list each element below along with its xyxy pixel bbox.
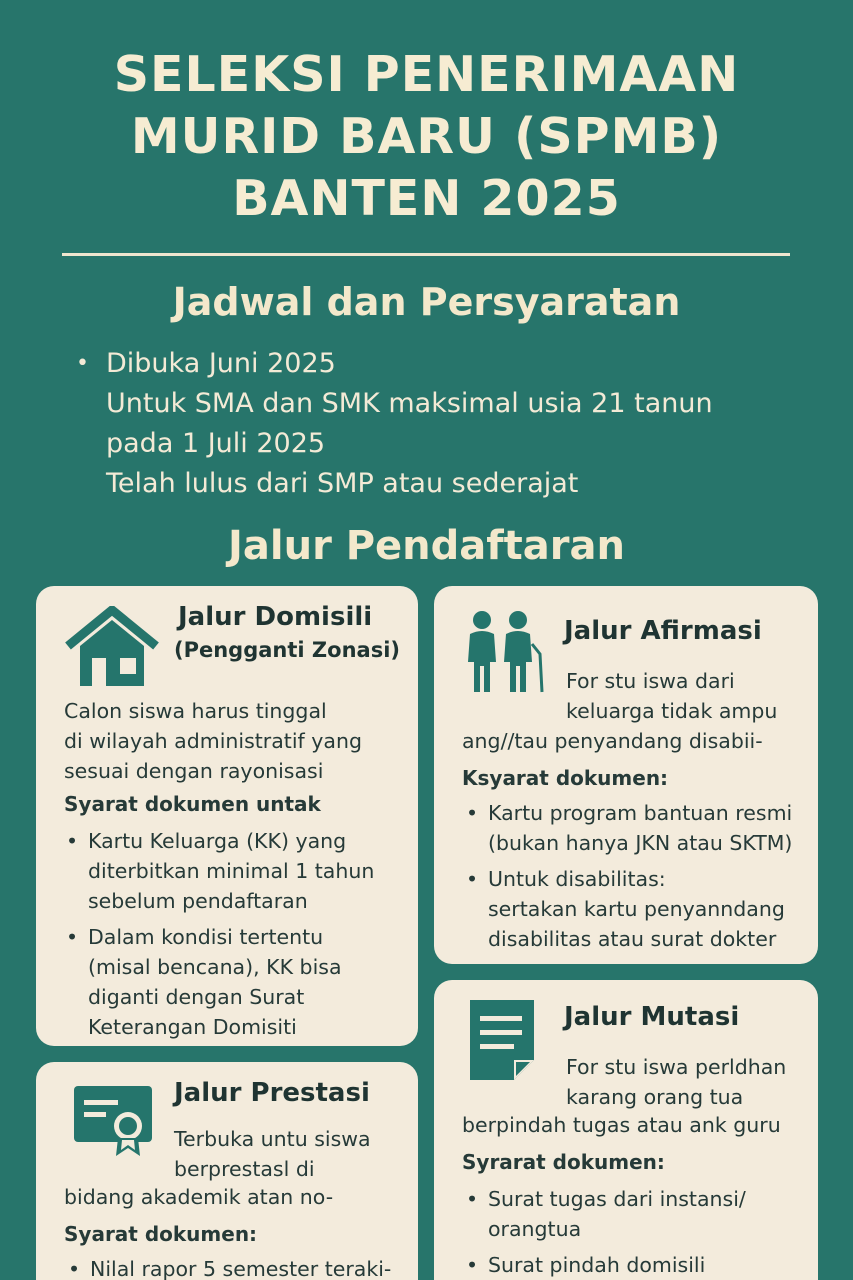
header-divider: [62, 253, 790, 256]
list-item: [64, 826, 374, 916]
docs-label: Syarat dokumen:: [64, 1222, 258, 1246]
schedule-heading: Jadwal dan Persyaratan: [172, 280, 681, 324]
card-afirmasi: [434, 586, 818, 964]
card-description: [566, 1052, 786, 1112]
docs-list: [464, 1184, 746, 1280]
requirement-line: pada 1 Juli 2025: [106, 428, 326, 459]
doc-line: orangtua: [488, 1217, 582, 1241]
doc-line: • Surat pindah domisili: [488, 1253, 706, 1277]
document-icon: [468, 998, 536, 1082]
title-line-3: BANTEN 2025: [232, 170, 621, 227]
list-item: [66, 1254, 391, 1280]
card-title: Jalur Afirmasi: [564, 616, 762, 646]
section-title: Jalur Pendaftaran: [228, 523, 625, 569]
desc-line: For stu iswa perldhan: [566, 1055, 787, 1079]
doc-line: diganti dengan Surat: [88, 985, 305, 1009]
house-icon: [64, 606, 160, 688]
title-line-1: SELEKSI PENERIMAAN: [113, 46, 740, 103]
docs-label: Syrarat dokumen:: [462, 1150, 665, 1174]
requirement-line: Dibuka Juni 2025: [106, 348, 336, 379]
requirement-line: Telah lulus dari SMP atau sederajat: [106, 468, 579, 499]
certificate-icon: [72, 1084, 154, 1158]
card-description: [64, 696, 362, 786]
docs-list: [66, 1254, 391, 1280]
doc-line: • Surat tugas dari instansi/: [488, 1187, 746, 1211]
list-item: [464, 798, 792, 858]
card-description: [174, 1124, 371, 1184]
card-title: Jalur Prestasi: [174, 1078, 370, 1108]
desc-line: karang orang tua: [566, 1085, 744, 1109]
doc-line: diterbitkan minimal 1 tahun: [88, 859, 375, 883]
doc-line: Keterangan Domisiti: [88, 1015, 297, 1039]
doc-line: • Untuk disabilitas:: [488, 867, 666, 891]
doc-line: sertakan kartu penyanndang: [488, 897, 785, 921]
doc-line: sebelum pendaftaran: [88, 889, 308, 913]
card-description-tail: ang//tau penyandang disabii-: [462, 729, 763, 753]
list-item: [464, 864, 792, 954]
requirements-bullet: •: [76, 351, 89, 376]
docs-list: [64, 826, 374, 1046]
doc-line: (bukan hanya JKN atau SKTM): [488, 831, 793, 855]
card-description-tail: bidang akademik atan no-: [64, 1185, 334, 1209]
card-subtitle: (Pengganti Zonasi): [174, 638, 400, 662]
elderly-couple-icon: [462, 610, 548, 694]
card-title: Jalur Domisili: [178, 602, 373, 632]
desc-line: Terbuka untu siswa: [174, 1127, 371, 1151]
desc-line: sesuai dengan rayonisasi: [64, 759, 324, 783]
list-item: [64, 922, 374, 1042]
doc-line: • Dalam kondisi tertentu: [88, 925, 324, 949]
card-prestasi: [36, 1062, 418, 1280]
docs-list: [464, 798, 792, 960]
page-title: [0, 44, 853, 230]
list-item: [464, 1250, 746, 1280]
docs-label: Ksyarat dokumen:: [462, 766, 669, 790]
list-item: [464, 1184, 746, 1244]
doc-line: disabilitas atau surat dokter: [488, 927, 777, 951]
desc-line: keluarga tidak ampu: [566, 699, 778, 723]
doc-line: • Nilal rapor 5 semester teraki-: [90, 1257, 392, 1280]
card-mutasi: [434, 980, 818, 1280]
card-domisili: [36, 586, 418, 1046]
doc-line: • Kartu Keluarga (KK) yang: [88, 829, 347, 853]
card-title: Jalur Mutasi: [564, 1002, 740, 1032]
docs-label: Syarat dokumen untak: [64, 792, 321, 816]
desc-line: Calon siswa harus tinggal: [64, 699, 327, 723]
card-description-tail: berpindah tugas atau ank guru: [462, 1113, 781, 1137]
title-line-2: MURID BARU (SPMB): [130, 108, 723, 165]
desc-line: di wilayah administratif yang: [64, 729, 362, 753]
desc-line: berprestasl di: [174, 1157, 315, 1181]
doc-line: (misal bencana), KK bisa: [88, 955, 342, 979]
doc-line: • Kartu program bantuan resmi: [488, 801, 793, 825]
requirement-line: Untuk SMA dan SMK maksimal usia 21 tanun: [106, 388, 713, 419]
desc-line: For stu iswa dari: [566, 669, 735, 693]
requirements-list: [76, 344, 816, 504]
card-description: [566, 666, 777, 726]
